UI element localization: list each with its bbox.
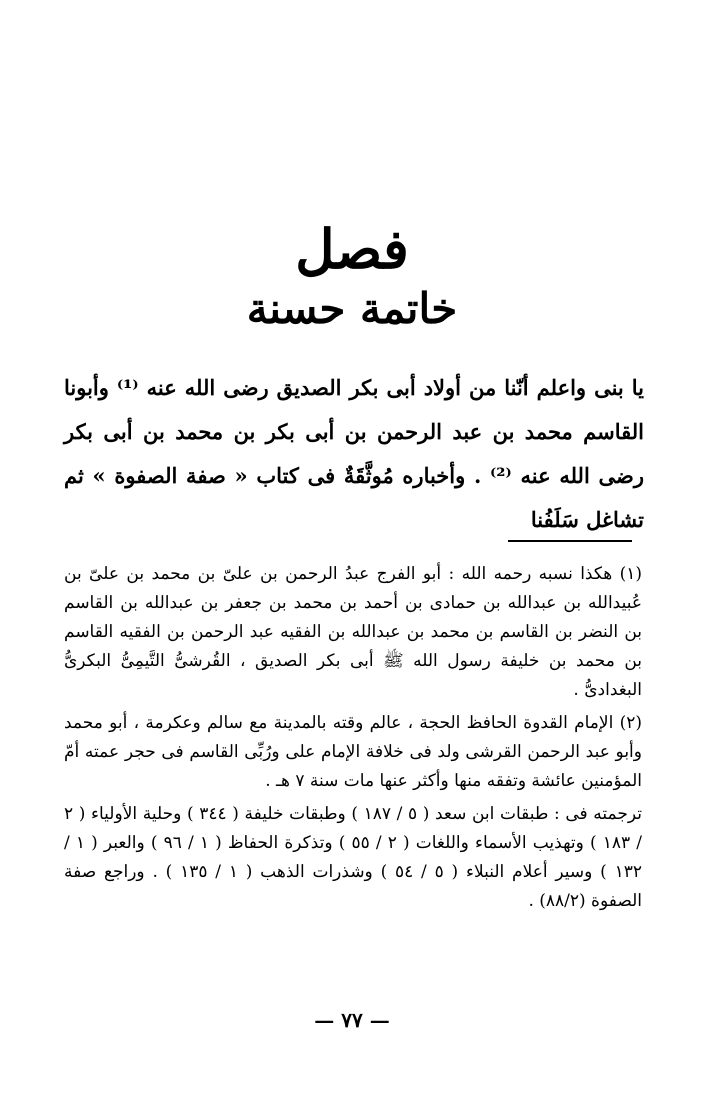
footnote-divider xyxy=(508,540,632,542)
footnote-1: (١) هكذا نسبه رحمه الله : أبو الفرج عبدُ الرحمن بن علىّ بن محمد بن علىّ بن عُبيدالله بن عبدالله بن حمادى بن أحمد بن محمد بن جعفر بن عبدالله بن القاسم بن النضر بن القاسم بن محمد بن عبدالله بن الفقيه عبد الرحمن بن الفقيه القاسم بن محمد بن خليفة رسول الله ﷺ أبى بكر الصديق ، القُرشىُّ التَّيمِىُّ البكرىُّ البغدادىُّ . xyxy=(64,564,642,700)
section-heading: فصل xyxy=(295,217,409,281)
page-number: — ٧٧ — xyxy=(314,1008,390,1032)
footnote-2: (٢) الإمام القدوة الحافظ الحجة ، عالم وقته بالمدينة مع سالم وعكرمة ، أبو محمد وأبو عبد الرحمن القرشى ولد فى خلافة الإمام على ورُبِّى القاسم فى حجر عمته أمّ المؤمنين عائشة وتفقه منها وأكثر عنها مات سنة ٧ هـ . xyxy=(64,713,642,791)
footnotes xyxy=(64,560,642,916)
main-paragraph: يا بنى واعلم أنّنا من أولاد أبى بكر الصديق رضى الله عنه ⁽¹⁾ وأبونا القاسم محمد بن عبد الرحمن بن أبى بكر بن محمد بن أبى بكر رضى الله عنه ⁽²⁾ . وأخباره مُوثَّقَةٌ فى كتاب « صفة الصفوة » ثم تشاغل سَلَفُنا xyxy=(64,375,644,532)
section-title: خاتمة حسنة xyxy=(246,284,458,333)
footnote-references: ترجمته فى : طبقات ابن سعد ( ٥ / ١٨٧ ) وطبقات خليفة ( ٣٤٤ ) وحلية الأولياء ( ٢ / ١٨٣ ) وتهذيب الأسماء واللغات ( ٢ / ٥٥ ) وتذكرة الحفاظ ( ١ / ٩٦ ) والعبر ( ١ / ١٣٢ ) وسير أعلام النبلاء ( ٥ / ٥٤ ) وشذرات الذهب ( ١ / ١٣٥ ) . وراجع صفة الصفوة (٨٨/٢) . xyxy=(64,804,642,911)
